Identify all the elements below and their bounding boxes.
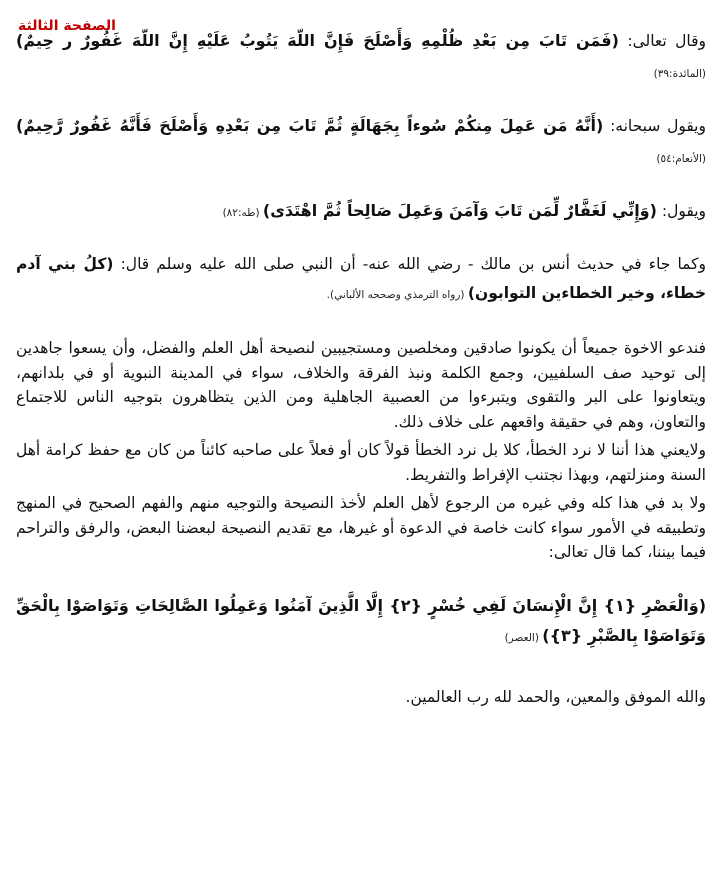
verse-intro: وقال تعالى:	[618, 32, 706, 50]
verse-intro: ويقول سبحانه:	[603, 117, 706, 135]
surah-text: (وَالْعَصْرِ {١} إِنَّ الْإِنسَانَ لَفِي خُسْرٍ {٢} إِلَّا الَّذِينَ آمَنُوا وَعَمِلُوا الصَّالِحَاتِ وَتَوَاصَوْا بِالْحَقِّ وَتَوَاصَوْا بِالصَّبْرِ {٣})	[16, 595, 707, 645]
closing-line: والله الموفق والمعين، والحمد لله رب العالمين.	[405, 687, 706, 706]
paragraph-1: فندعو الاخوة جميعاً أن يكونوا صادقين ومخلصين ومستجيبين لنصيحة أهل العلم والفضل، وأن يسعوا جاهدين إلى توحيد صف السلفيين، وجمع الكلمة ونبذ الفرقة والخلاف، سواء في المدينة النبوية أو في بلدانهم، ويتعاونوا على البر والتقوى ويتبرءوا من العصبية الجاهلية ومن الذين يتظاهرون بتوجيه الناس للاجتماع والتعاون، وهم في حقيقة واقعهم على خلاف ذلك.	[16, 339, 706, 431]
hadith-intro: وكما جاء في حديث أنس بن مالك - رضي الله عنه- أن النبي صلى الله عليه وسلم قال:	[113, 255, 707, 273]
hadith-reference: (رواه الترمذي وصححه الألباني).	[326, 289, 468, 301]
hadith-text: (كلُ بني آدم خطاء، وخير الخطاءين التوابون)	[16, 255, 706, 302]
verse-block-3	[16, 196, 706, 228]
verse-reference: (طه:٨٢)	[222, 207, 263, 219]
page-label: الصفحة الثالثة	[18, 18, 116, 34]
paragraph-3: ولا بد في هذا كله وفي غيره من الرجوع لأهل العلم لأخذ النصيحة والتوجيه منهم والفهم الصحيح في المنهج وتطبيقه في الأمور سواء كانت خاصة في الدعوة أو غيرها، مع تقديم النصيحة لبعضنا البعض، والرفق والتراحم فيما بيننا، كما قال تعالى:	[16, 494, 706, 561]
verse-reference: (الأنعام:٥٤)	[656, 153, 706, 165]
verse-block-1	[16, 26, 706, 89]
surah-reference: (العصر)	[504, 631, 543, 644]
verse-block-2	[16, 111, 706, 174]
verse-text: (وَإِنِّي لَغَفَّارٌ لِّمَن تَابَ وَآمَنَ وَعَمِلَ صَالِحاً ثُمَّ اهْتَدَى)	[262, 201, 657, 220]
verse-intro: ويقول:	[656, 202, 706, 220]
paragraph-2: ولايعني هذا أننا لا نرد الخطأ، كلا بل نرد الخطأ قولاً كان أو فعلاً على صاحبه كائناً من كان مع حفظ كرامة أهل السنة ومنزلتهم، وبهذا نجتنب الإفراط والتفريط.	[16, 441, 706, 484]
verse-reference: (المائدة:٣٩)	[653, 68, 706, 80]
document-body	[16, 26, 706, 711]
hadith-block	[16, 250, 706, 310]
verse-text: (أَنَّهُ مَن عَمِلَ مِنكُمْ سُوءاً بِجَهَالَةٍ ثُمَّ تَابَ مِن بَعْدِهِ وَأَصْلَحَ فَأَنَّهُ غَفُورٌ رَّحِيمٌ)	[16, 116, 604, 135]
surah-block	[16, 591, 706, 653]
verse-text: (فَمَن تَابَ مِن بَعْدِ ظُلْمِهِ وَأَصْلَحَ فَإِنَّ اللّهَ يَتُوبُ عَلَيْهِ إِنَّ اللّهَ غَفُورٌ ر حِيمٌ)	[16, 31, 619, 50]
